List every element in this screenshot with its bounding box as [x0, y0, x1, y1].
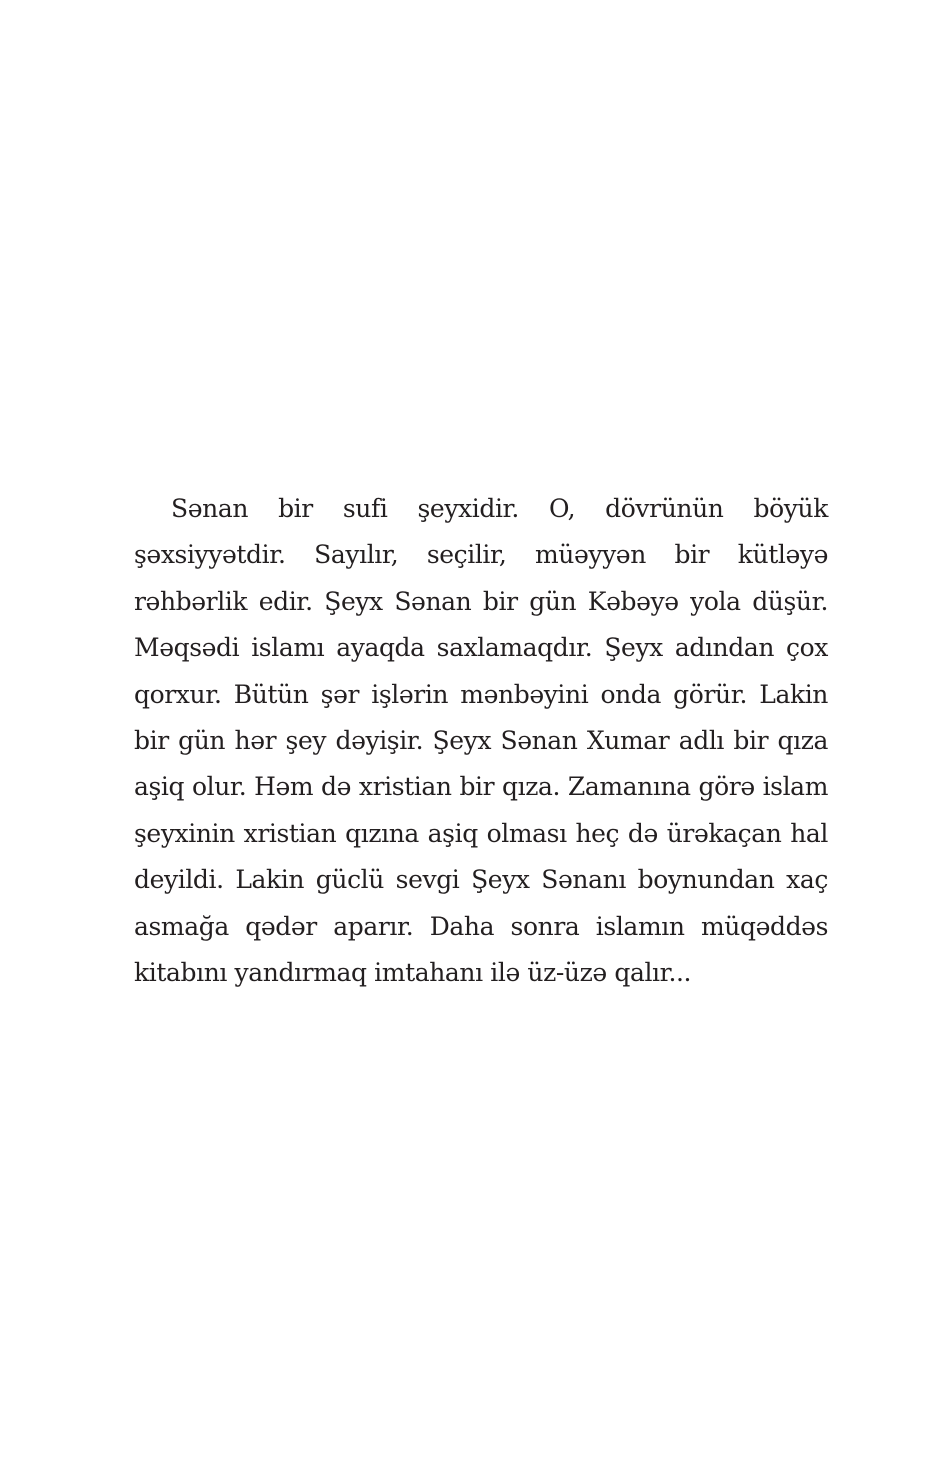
body-paragraph: Sənan bir sufi şeyxidir. O, dövrünün böyük şəxsiyyətdir. Sayılır, seçilir, müəyyən bir kütləyə rəhbərlik edir. Şeyx Sənan bir gün Kəbəyə yola düşür. Məqsədi islamı ayaqda saxlamaqdır. Şeyx adından çox qorxur. Bütün şər işlərin mənbəyini onda görür. Lakin bir gün hər şey dəyişir. Şeyx Sənan Xumar adlı bir qıza aşiq olur. Həm də xristian bir qıza. Zamanına görə islam şeyxinin xristian qızına aşiq olması heç də ürəkaçan hal deyildi. Lakin güclü sevgi Şeyx Sənanı boynundan xaç asmağa qədər aparır. Daha sonra islamın müqəddəs kitabını yandırmaq imtahanı ilə üz-üzə qalır... [134, 494, 828, 988]
